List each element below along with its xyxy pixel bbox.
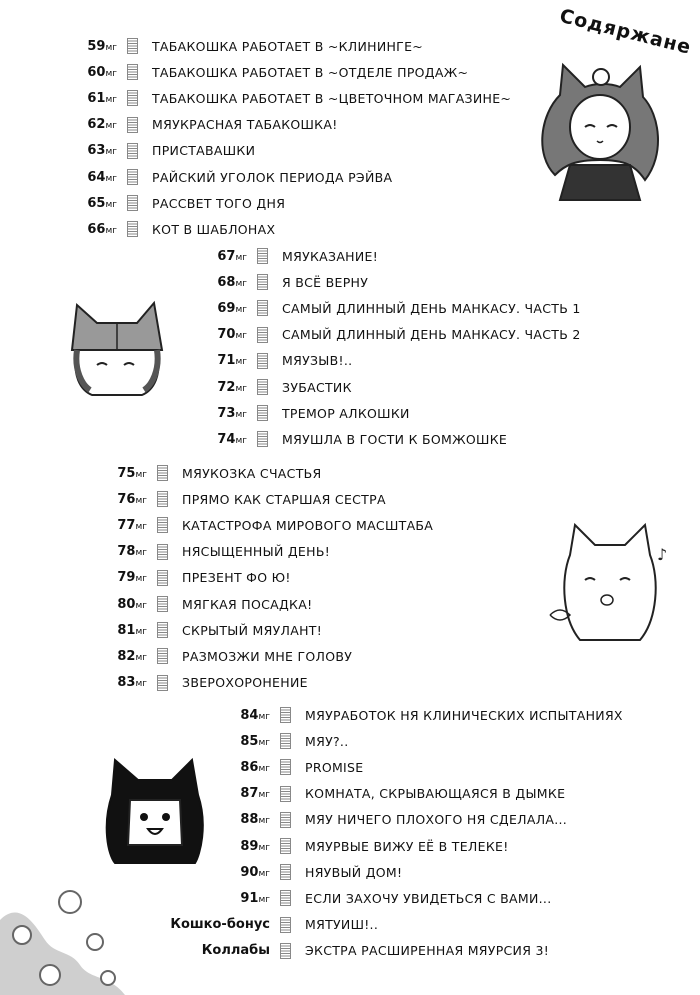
- entry-number: [90, 649, 147, 664]
- entry-title: МЯТУИШ!..: [305, 917, 379, 933]
- toc-entry: [190, 243, 581, 269]
- entry-title: МЯГКАЯ ПОСАДКА!: [182, 596, 313, 612]
- entry-unit: мг: [135, 495, 147, 506]
- entry-number-value: 62: [87, 117, 106, 133]
- entry-number-value: 60: [87, 64, 106, 80]
- entry-number-value: 61: [87, 90, 106, 106]
- entry-unit: мг: [135, 574, 147, 585]
- separator-bar: [280, 786, 291, 802]
- entry-title: МЯУКАЗАНИЕ!: [282, 248, 379, 264]
- entry-title: ТРЕМОР АЛКОШКИ: [282, 405, 410, 421]
- entry-number-value: 73: [217, 405, 236, 421]
- toc-entry: [90, 670, 433, 696]
- entry-title: СКРЫТЫЙ МЯУЛАНТ!: [182, 622, 323, 638]
- entry-number: [60, 117, 117, 132]
- entry-title: ТАБАКОШКА РАБОТАЕТ В ~КЛИНИНГЕ~: [152, 38, 424, 54]
- entry-title: МЯУ НИЧЕГО ПЛОХОГО НЯ СДЕЛАЛА...: [305, 812, 568, 828]
- entry-number-value: 66: [87, 221, 106, 237]
- entry-title: САМЫЙ ДЛИННЫЙ ДЕНЬ МАНКАСУ. ЧАСТЬ 1: [282, 300, 581, 316]
- toc-entry: [60, 190, 511, 216]
- separator-bar: [280, 707, 291, 723]
- toc-entry: [60, 164, 511, 190]
- entry-title: МЯУКРАСНАЯ ТАБАКОШКА!: [152, 117, 338, 133]
- toc-entry: [150, 912, 623, 938]
- entry-number-value: 80: [117, 596, 136, 612]
- entry-unit: мг: [235, 304, 247, 315]
- separator-bar: [280, 733, 291, 749]
- toc-entry: [60, 112, 511, 138]
- toc-entry: [60, 85, 511, 111]
- separator-bar: [257, 405, 268, 421]
- entry-number-value: 71: [217, 353, 236, 369]
- separator-bar: [280, 759, 291, 775]
- entry-unit: мг: [235, 331, 247, 342]
- separator-bar: [280, 838, 291, 854]
- entry-title: МЯУ?..: [305, 733, 349, 749]
- entry-number-value: 85: [240, 733, 259, 749]
- entry-title: НЯУВЫЙ ДОМ!: [305, 864, 403, 880]
- separator-bar: [127, 221, 138, 237]
- separator-bar: [157, 491, 168, 507]
- entry-number-value: 69: [217, 300, 236, 316]
- entry-number-value: 75: [117, 465, 136, 481]
- entry-number: [150, 865, 270, 880]
- entry-number-value: 84: [240, 707, 259, 723]
- separator-bar: [127, 143, 138, 159]
- entry-number-value: 90: [240, 864, 259, 880]
- entry-number: [60, 170, 117, 185]
- entry-number: [90, 570, 147, 585]
- entry-number: [60, 143, 117, 158]
- entry-number-value: 59: [87, 38, 106, 54]
- toc-group-2: [190, 243, 581, 453]
- separator-bar: [280, 864, 291, 880]
- separator-bar: [157, 675, 168, 691]
- entry-number: [90, 518, 147, 533]
- entry-unit: мг: [105, 42, 117, 53]
- entry-number: [150, 734, 270, 749]
- entry-number-value: 88: [240, 812, 259, 828]
- entry-number-value: 86: [240, 759, 259, 775]
- separator-bar: [257, 379, 268, 395]
- toc-entry: [190, 295, 581, 321]
- entry-title: ЕСЛИ ЗАХОЧУ УВИДЕТЬСЯ С ВАМИ...: [305, 890, 552, 906]
- entry-unit: мг: [105, 225, 117, 236]
- toc-entry: [90, 643, 433, 669]
- toc-entry: [90, 539, 433, 565]
- toc-entry: [150, 885, 623, 911]
- entry-number-value: 63: [87, 143, 106, 159]
- toc-entry: [190, 269, 581, 295]
- entry-number-value: Коллабы: [201, 943, 270, 959]
- entry-unit: мг: [235, 357, 247, 368]
- toc-entry: [190, 426, 581, 452]
- cat-girl-long-hair-illustration: [515, 55, 685, 205]
- entry-title: КАТАСТРОФА МИРОВОГО МАСШТАБА: [182, 517, 434, 533]
- entry-number: [190, 406, 247, 421]
- entry-number: [90, 597, 147, 612]
- entry-unit: мг: [235, 278, 247, 289]
- separator-bar: [127, 117, 138, 133]
- entry-unit: мг: [135, 600, 147, 611]
- entry-number-value: 72: [217, 379, 236, 395]
- entry-unit: мг: [258, 816, 270, 827]
- entry-unit: мг: [235, 435, 247, 446]
- separator-bar: [157, 622, 168, 638]
- entry-title: НЯСЫЩЕННЫЙ ДЕНЬ!: [182, 544, 331, 560]
- separator-bar: [257, 248, 268, 264]
- entry-title: ЗВЕРОХОРОНЕНИЕ: [182, 675, 308, 691]
- toc-entry: [90, 486, 433, 512]
- entry-number: [190, 432, 247, 447]
- entry-unit: мг: [105, 94, 117, 105]
- entry-number: [60, 65, 117, 80]
- entry-title: РАЗМОЗЖИ МНЕ ГОЛОВУ: [182, 648, 353, 664]
- separator-bar: [280, 890, 291, 906]
- entry-unit: мг: [105, 68, 117, 79]
- entry-title: РАЙСКИЙ УГОЛОК ПЕРИОДА РЭЙВА: [152, 169, 393, 185]
- entry-number-value: 76: [117, 491, 136, 507]
- toc-entry: [190, 348, 581, 374]
- entry-number-value: 78: [117, 544, 136, 560]
- entry-title: Я ВСЁ ВЕРНУ: [282, 274, 369, 290]
- entry-title: ЗУБАСТИК: [282, 379, 352, 395]
- entry-unit: мг: [258, 894, 270, 905]
- entry-title: МЯУКОЗКА СЧАСТЬЯ: [182, 465, 322, 481]
- toc-entry: [90, 591, 433, 617]
- entry-number-value: 70: [217, 327, 236, 343]
- entry-title: ПРИСТАВАШКИ: [152, 143, 256, 159]
- entry-number: [90, 544, 147, 559]
- entry-unit: мг: [258, 737, 270, 748]
- entry-number-value: Кошко-бонус: [170, 917, 270, 933]
- separator-bar: [257, 353, 268, 369]
- separator-bar: [157, 570, 168, 586]
- entry-unit: мг: [258, 711, 270, 722]
- entry-unit: мг: [258, 842, 270, 853]
- entry-number-value: 68: [217, 274, 236, 290]
- separator-bar: [257, 327, 268, 343]
- toc-entry: [150, 859, 623, 885]
- entry-unit: мг: [105, 147, 117, 158]
- separator-bar: [127, 90, 138, 106]
- entry-title: ПРЯМО КАК СТАРШАЯ СЕСТРА: [182, 491, 386, 507]
- entry-number-value: 77: [117, 517, 136, 533]
- separator-bar: [280, 943, 291, 959]
- toc-entry: [60, 33, 511, 59]
- entry-unit: мг: [105, 173, 117, 184]
- entry-unit: мг: [235, 383, 247, 394]
- entry-number-value: 65: [87, 195, 106, 211]
- entry-number: [90, 466, 147, 481]
- cat-girl-white-hair-illustration: [545, 520, 675, 650]
- entry-number-value: 74: [217, 431, 236, 447]
- entry-unit: мг: [105, 199, 117, 210]
- entry-number-value: 87: [240, 786, 259, 802]
- entry-number: [60, 39, 117, 54]
- separator-bar: [157, 517, 168, 533]
- toc-entry: [150, 833, 623, 859]
- entry-unit: мг: [135, 679, 147, 690]
- entry-number: [190, 275, 247, 290]
- entry-number: [90, 675, 147, 690]
- separator-bar: [157, 544, 168, 560]
- entry-unit: мг: [258, 868, 270, 879]
- toc-entry: [150, 807, 623, 833]
- entry-number-value: 64: [87, 169, 106, 185]
- entry-unit: мг: [135, 521, 147, 532]
- entry-number: [150, 917, 270, 932]
- entry-number: [90, 623, 147, 638]
- entry-number: [190, 249, 247, 264]
- toc-entry: [60, 59, 511, 85]
- entry-number: [190, 327, 247, 342]
- entry-title: МЯУРАБОТОК НЯ КЛИНИЧЕСКИХ ИСПЫТАНИЯХ: [305, 707, 623, 723]
- entry-number: [60, 91, 117, 106]
- toc-entry: [90, 512, 433, 538]
- entry-title: САМЫЙ ДЛИННЫЙ ДЕНЬ МАНКАСУ. ЧАСТЬ 2: [282, 327, 581, 343]
- entry-unit: мг: [135, 626, 147, 637]
- entry-unit: мг: [235, 409, 247, 420]
- separator-bar: [157, 596, 168, 612]
- toc-entry: [90, 617, 433, 643]
- entry-number: [150, 891, 270, 906]
- entry-number: [60, 222, 117, 237]
- entry-title: РАССВЕТ ТОГО ДНЯ: [152, 195, 286, 211]
- toc-entry: [190, 322, 581, 348]
- toc-entry: [150, 754, 623, 780]
- separator-bar: [257, 431, 268, 447]
- cat-hat-girl-illustration: [62, 295, 172, 405]
- entry-title: КОМНАТА, СКРЫВАЮЩАЯСЯ В ДЫМКЕ: [305, 786, 566, 802]
- entry-unit: мг: [258, 790, 270, 801]
- decorative-splash: [0, 880, 140, 995]
- entry-number: [190, 380, 247, 395]
- entry-title: МЯУШЛА В ГОСТИ К БОМЖОШКЕ: [282, 431, 508, 447]
- entry-number-value: 91: [240, 890, 259, 906]
- toc-entry: [150, 702, 623, 728]
- entry-unit: мг: [135, 469, 147, 480]
- entry-number-value: 67: [217, 248, 236, 264]
- entry-unit: мг: [105, 121, 117, 132]
- entry-number-value: 82: [117, 648, 136, 664]
- entry-number: [190, 353, 247, 368]
- entry-number: [60, 196, 117, 211]
- entry-unit: мг: [135, 548, 147, 559]
- toc-entry: [150, 781, 623, 807]
- entry-title: ТАБАКОШКА РАБОТАЕТ В ~ОТДЕЛЕ ПРОДАЖ~: [152, 64, 469, 80]
- toc-entry: [190, 374, 581, 400]
- entry-number: [150, 943, 270, 958]
- toc-entry: [90, 565, 433, 591]
- entry-title: МЯУРВЫЕ ВИЖУ ЕЁ В ТЕЛЕКЕ!: [305, 838, 509, 854]
- entry-unit: мг: [135, 652, 147, 663]
- toc-entry: [150, 938, 623, 964]
- toc-entry: [150, 728, 623, 754]
- entry-unit: мг: [258, 763, 270, 774]
- page-title: Содяржане: [557, 4, 694, 59]
- separator-bar: [127, 195, 138, 211]
- separator-bar: [127, 38, 138, 54]
- entry-number-value: 79: [117, 570, 136, 586]
- entry-number: [190, 301, 247, 316]
- entry-number: [90, 492, 147, 507]
- toc-group-3: [90, 460, 433, 696]
- entry-number-value: 83: [117, 675, 136, 691]
- svg-text:♪: ♪: [657, 545, 668, 564]
- toc-entry: [60, 138, 511, 164]
- toc-entry: [90, 460, 433, 486]
- entry-number-value: 89: [240, 838, 259, 854]
- separator-bar: [127, 169, 138, 185]
- entry-title: PROMISE: [305, 759, 364, 775]
- separator-bar: [257, 300, 268, 316]
- entry-title: ЭКСТРА РАСШИРЕННАЯ МЯУРСИЯ 3!: [305, 943, 550, 959]
- entry-unit: мг: [235, 252, 247, 263]
- cat-girl-black-hair-illustration: [100, 755, 210, 865]
- entry-title: МЯУЗЫВ!..: [282, 353, 353, 369]
- toc-group-4: [150, 702, 623, 964]
- toc-group-1: [60, 33, 511, 243]
- separator-bar: [157, 648, 168, 664]
- entry-number-value: 81: [117, 622, 136, 638]
- toc-entry: [190, 400, 581, 426]
- entry-title: ТАБАКОШКА РАБОТАЕТ В ~ЦВЕТОЧНОМ МАГАЗИНЕ~: [152, 90, 512, 106]
- entry-title: ПРЕЗЕНТ ФО Ю!: [182, 570, 291, 586]
- separator-bar: [280, 812, 291, 828]
- entry-number: [150, 708, 270, 723]
- separator-bar: [127, 64, 138, 80]
- separator-bar: [280, 917, 291, 933]
- separator-bar: [257, 274, 268, 290]
- toc-entry: [60, 216, 511, 242]
- separator-bar: [157, 465, 168, 481]
- entry-title: КОТ В ШАБЛОНАХ: [152, 221, 276, 237]
